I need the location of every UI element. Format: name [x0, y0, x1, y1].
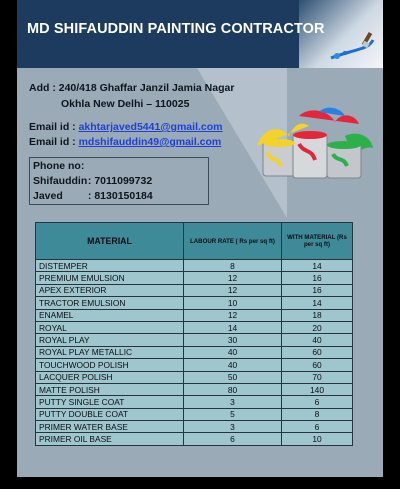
- material-column-header: MATERIAL: [36, 223, 184, 260]
- labour-rate-cell: 30: [184, 334, 282, 346]
- email-label: Email id :: [29, 121, 79, 133]
- material-cell: PRIMER OIL BASE: [36, 433, 184, 445]
- phone-box: [29, 157, 209, 205]
- address-line-2: Okhla New Delhi – 110025: [61, 98, 190, 110]
- table-row: [36, 284, 353, 296]
- labour-rate-cell: 3: [184, 421, 282, 433]
- phone-separator: :: [87, 175, 92, 187]
- with-material-cell: 8: [282, 408, 353, 420]
- with-material-cell: 20: [282, 321, 353, 333]
- with-material-cell: 70: [282, 371, 353, 383]
- labour-rate-cell: 12: [184, 309, 282, 321]
- phone-row-javed: [33, 190, 153, 202]
- phone-row-shifauddin: [33, 175, 152, 187]
- material-cell: LACQUER POLISH: [36, 371, 184, 383]
- labour-rate-cell: 80: [184, 383, 282, 395]
- table-row: [36, 433, 353, 445]
- labour-rate-cell: 12: [184, 272, 282, 284]
- table-row: [36, 260, 353, 272]
- with-material-cell: 6: [282, 396, 353, 408]
- material-cell: PUTTY DOUBLE COAT: [36, 408, 184, 420]
- with-material-cell: 18: [282, 309, 353, 321]
- address-line-1: Add : 240/418 Ghaffar Janzil Jamia Nagar: [29, 82, 235, 94]
- labour-rate-cell: 40: [184, 359, 282, 371]
- paint-buckets-splash-icon: [249, 106, 377, 192]
- phone-heading: Phone no:: [33, 160, 85, 172]
- labour-rate-cell: 12: [184, 284, 282, 296]
- phone-separator: :: [87, 190, 92, 202]
- table-row: [36, 346, 353, 358]
- paint-brush-splash-icon: [327, 28, 377, 62]
- labour-rate-cell: 40: [184, 346, 282, 358]
- page-title: MD SHIFAUDDIN PAINTING CONTRACTOR: [27, 21, 325, 37]
- labour-rate-cell: 10: [184, 297, 282, 309]
- table-row: [36, 383, 353, 395]
- labour-rate-cell: 5: [184, 408, 282, 420]
- phone-number[interactable]: 8130150184: [94, 190, 153, 202]
- with-material-cell: 60: [282, 346, 353, 358]
- table-header-row: [36, 223, 353, 260]
- email-link-akhtar[interactable]: akhtarjaved5441@gmail.com: [78, 121, 223, 133]
- material-cell: PUTTY SINGLE COAT: [36, 396, 184, 408]
- material-cell: ROYAL PLAY METALLIC: [36, 346, 184, 358]
- material-cell: ROYAL PLAY: [36, 334, 184, 346]
- table-row: [36, 371, 353, 383]
- material-cell: DISTEMPER: [36, 260, 184, 272]
- phone-contact-name: Shifauddin: [33, 175, 88, 187]
- with-material-cell: 40: [282, 334, 353, 346]
- email-link-shifauddin[interactable]: mdshifauddin49@gmail.com: [78, 136, 222, 148]
- material-cell: TOUCHWOOD POLISH: [36, 359, 184, 371]
- header-banner: [17, 0, 383, 68]
- material-cell: TRACTOR EMULSION: [36, 297, 184, 309]
- with-material-cell: 60: [282, 359, 353, 371]
- with-material-cell: 10: [282, 433, 353, 445]
- with-material-cell: 16: [282, 272, 353, 284]
- material-cell: PREMIUM EMULSION: [36, 272, 184, 284]
- with-material-cell: 14: [282, 260, 353, 272]
- table-row: [36, 421, 353, 433]
- table-row: [36, 396, 353, 408]
- labour-rate-cell: 3: [184, 396, 282, 408]
- with-material-cell: 6: [282, 421, 353, 433]
- table-row: [36, 334, 353, 346]
- table-row: [36, 408, 353, 420]
- material-cell: MATTE POLISH: [36, 383, 184, 395]
- labour-rate-cell: 50: [184, 371, 282, 383]
- email-row-1: [29, 121, 223, 133]
- with-material-cell: 14: [282, 297, 353, 309]
- labour-rate-cell: 8: [184, 260, 282, 272]
- rates-table: [35, 222, 353, 446]
- labour-rate-column-header: LABOUR RATE ( Rs per sq ft): [184, 223, 282, 260]
- material-cell: PRIMER WATER BASE: [36, 421, 184, 433]
- with-material-cell: 16: [282, 284, 353, 296]
- material-cell: ROYAL: [36, 321, 184, 333]
- with-material-cell: 140: [282, 383, 353, 395]
- table-row: [36, 359, 353, 371]
- table-row: [36, 321, 353, 333]
- table-row: [36, 272, 353, 284]
- phone-contact-name: Javed: [33, 190, 63, 202]
- material-cell: APEX EXTERIOR: [36, 284, 184, 296]
- phone-number[interactable]: 7011099732: [94, 175, 153, 187]
- with-material-column-header: WITH MATERIAL (Rs per sq ft): [282, 223, 353, 260]
- table-row: [36, 297, 353, 309]
- email-row-2: [29, 136, 221, 148]
- email-label: Email id :: [29, 136, 79, 148]
- brochure-card: [17, 0, 383, 477]
- material-cell: ENAMEL: [36, 309, 184, 321]
- table-row: [36, 309, 353, 321]
- labour-rate-cell: 6: [184, 433, 282, 445]
- labour-rate-cell: 14: [184, 321, 282, 333]
